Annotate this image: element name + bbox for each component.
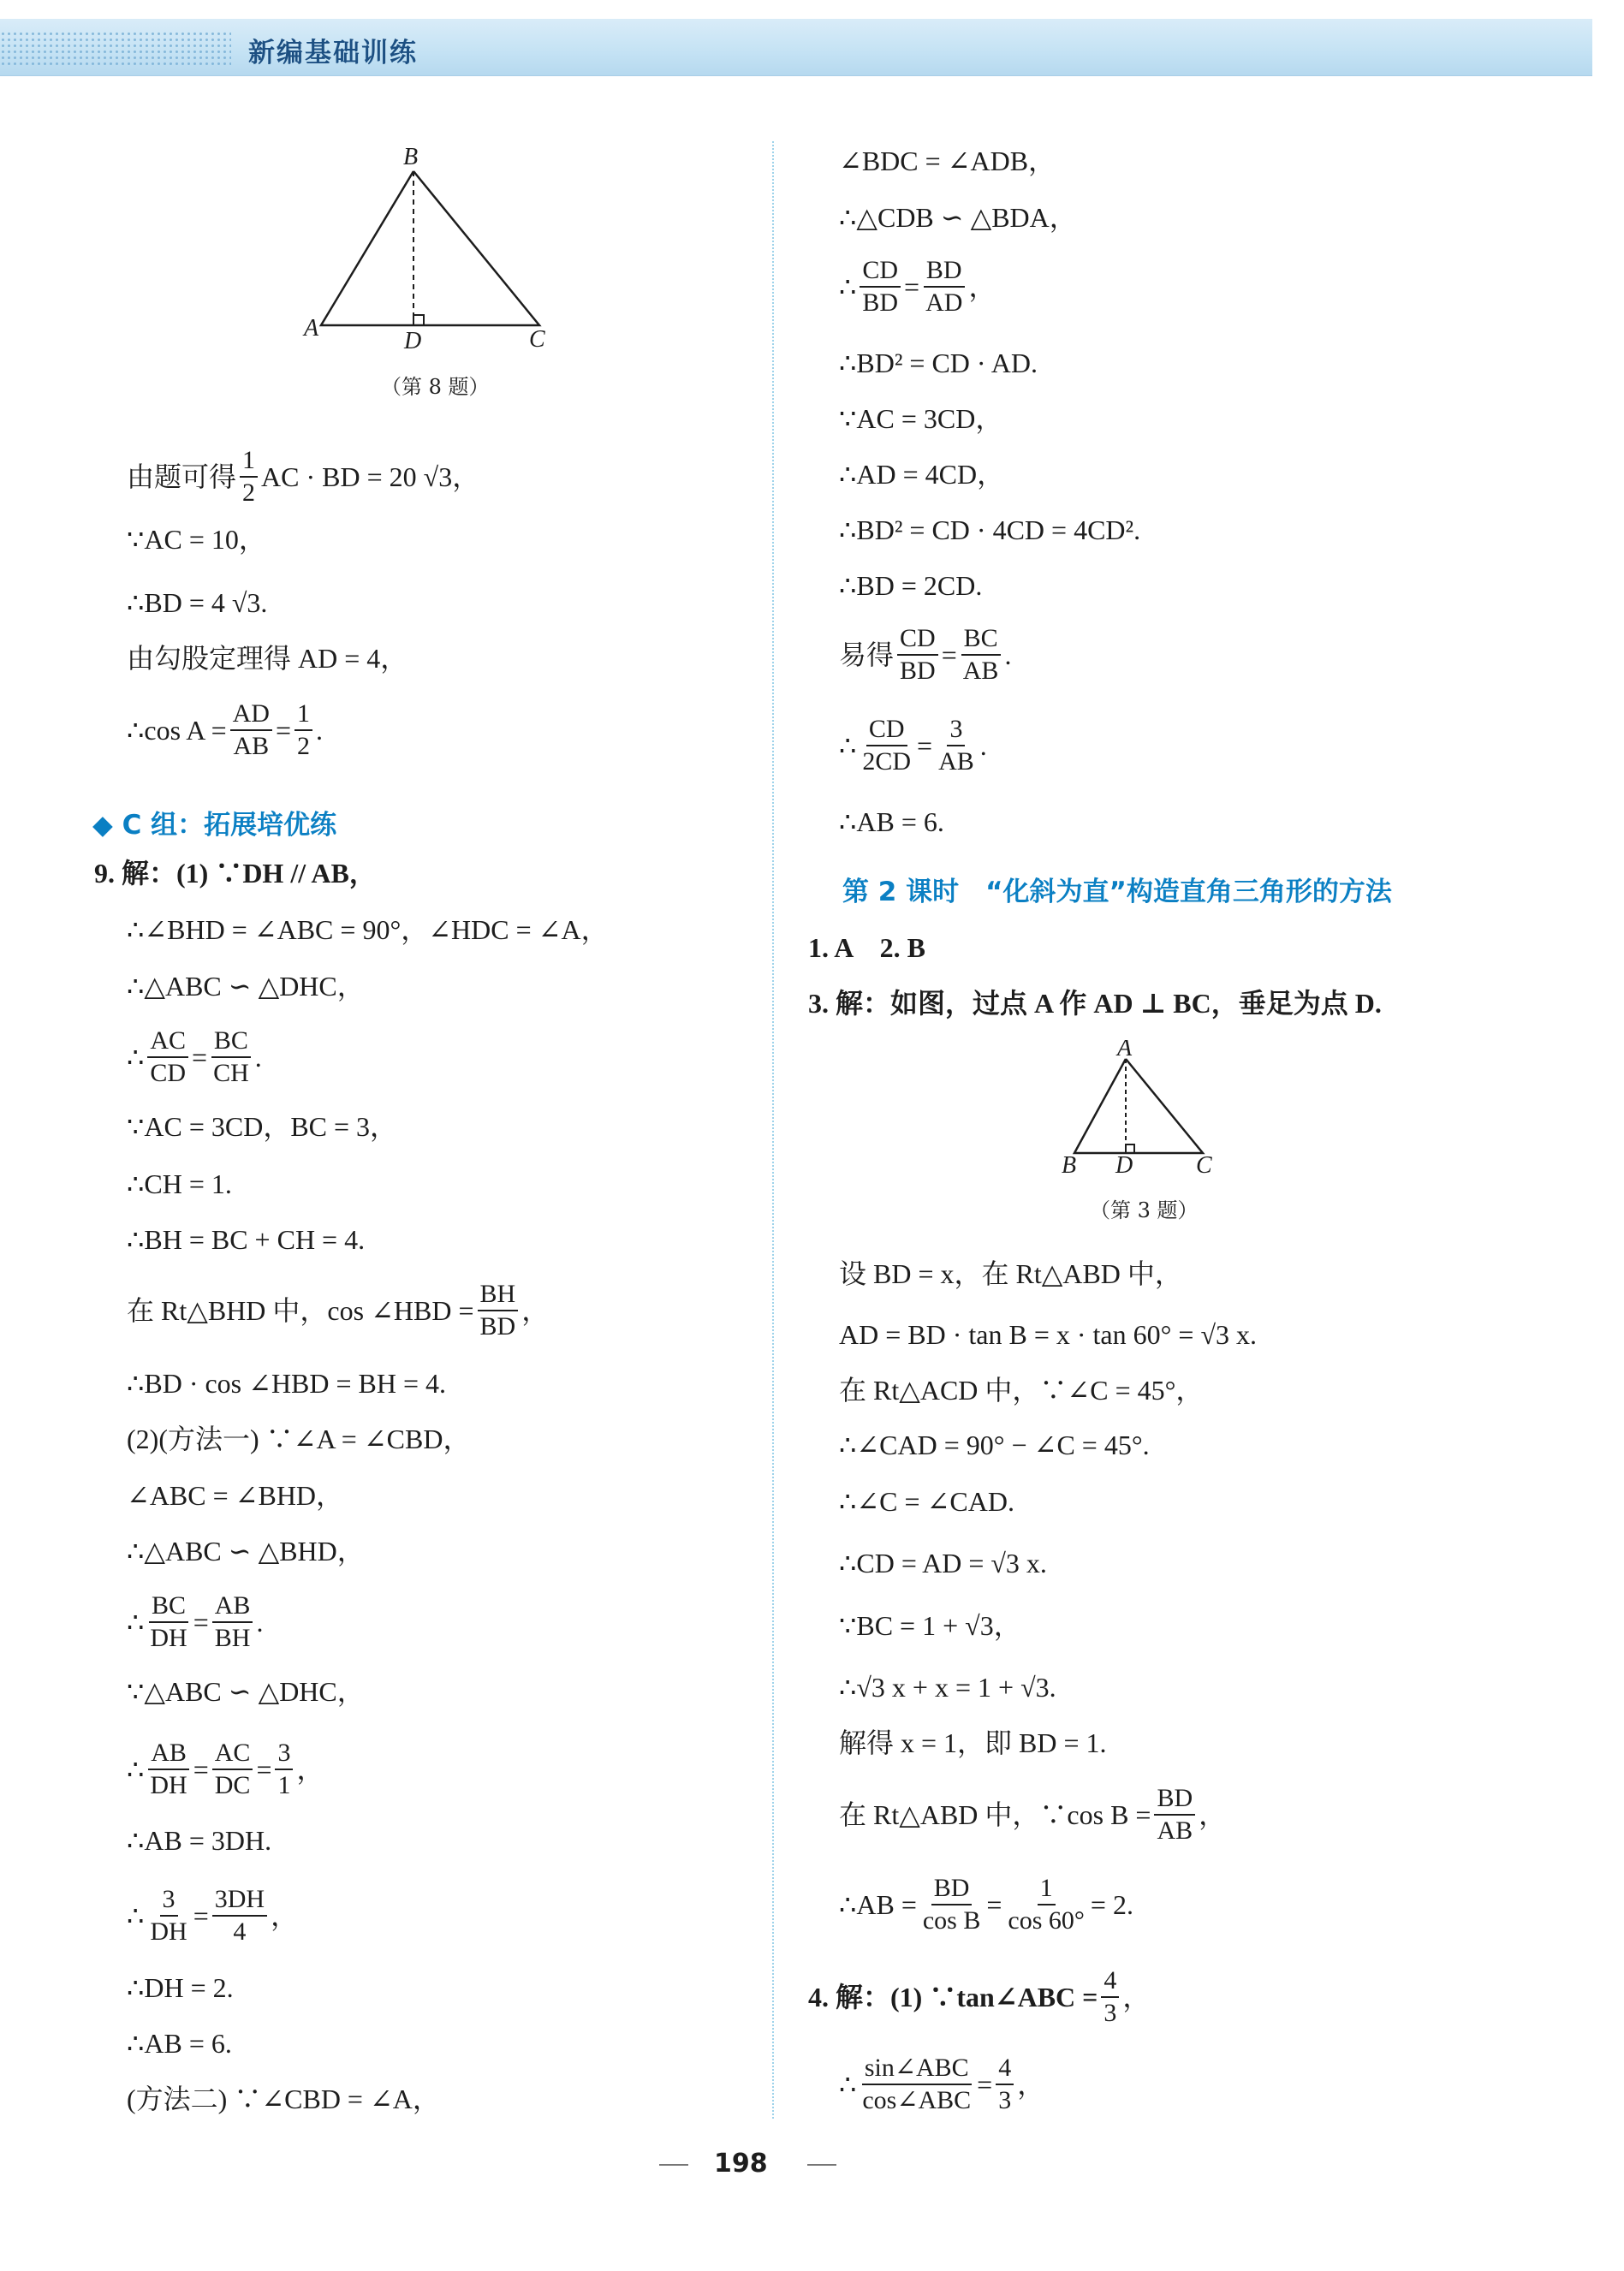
figure-8-triangle (291, 146, 574, 351)
problem-3-line-6: ∴∠C = ∠CAD. (839, 1486, 1014, 1517)
problem-9-line-19: ∴AB = 6. (127, 2028, 232, 2059)
fraction: $\frac{BC}{AB}$ (961, 625, 1002, 684)
right-line-5: ∵AC = 3CD， (839, 403, 1003, 434)
label-a: A (1117, 1040, 1133, 1061)
fraction: $\frac{BD}{AB}$ (1154, 1785, 1195, 1844)
column-divider (772, 141, 774, 2119)
fraction: $\frac{BD}{\text{cos B}}$ (922, 1874, 981, 1935)
problem-9-line-16: ∴AB = 3DH. (127, 1825, 272, 1856)
problem-9-line-18: ∴DH = 2. (127, 1972, 234, 2003)
right-line-10: ∴ $\frac{CD}{2CD}$ = $\frac{3}{AB}$ . (839, 715, 987, 776)
problem-9-line-12: ∴△ABC ∽ △BHD， (127, 1536, 365, 1567)
figure-8-caption: （第 8 题） (381, 375, 490, 399)
fraction: $\frac{BC}{DH}$ (150, 1591, 187, 1652)
problem-9-line-9: ∴BD · cos ∠HBD = BH = 4. (127, 1368, 447, 1399)
right-line-4: ∴BD² = CD · AD. (839, 348, 1038, 378)
fraction: $\frac{CD}{BD}$ (897, 625, 938, 684)
figure-3-triangle (1049, 1040, 1228, 1177)
problem-9-line-8: 在 Rt△BHD 中，cos ∠HBD = $\frac{BH}{BD}$ ， (127, 1280, 550, 1341)
left-line-4: 由勾股定理得 AD = 4， (127, 643, 408, 674)
right-line-3: ∴ $\frac{CD}{BD}$ = $\frac{BD}{AD}$ ， (839, 256, 996, 317)
problem-3-line-2: 设 BD = x，在 Rt△ABD 中， (839, 1258, 1182, 1289)
label-a: A (304, 315, 319, 342)
fraction: $\frac{\text{sin∠ABC}}{\text{cos∠ABC}}$ (862, 2054, 972, 2114)
right-line-6: ∴AD = 4CD， (839, 459, 1005, 490)
label-b: B (403, 146, 419, 170)
fraction: $\frac{4}{3}$ (996, 2054, 1014, 2113)
footer-dash-left (659, 2164, 688, 2166)
fraction: $\frac{3DH}{4}$ (212, 1886, 267, 1945)
header-banner (0, 19, 1592, 76)
problem-9-line-15: ∴ $\frac{AB}{DH}$ = $\frac{AC}{DC}$ = $\frac{3}{1}$ ， (127, 1739, 324, 1799)
problem-4-line-2: ∴ $\frac{\text{sin∠ABC}}{\text{cos∠ABC}}$ = $\frac{4}{3}$ ， (839, 2054, 1045, 2114)
problem-9-line-11: ∠ABC = ∠BHD， (127, 1480, 344, 1511)
fraction: $\frac{AD}{AB}$ (230, 700, 272, 759)
problem-3-line-11: 在 Rt△ABD 中，∵cos B = $\frac{BD}{AB}$ ， (839, 1784, 1227, 1845)
left-line-1: 由题可得 $\frac{1}{2}$ AC · BD = 20 √3， (127, 446, 480, 507)
fraction: $\frac{3}{1}$ (275, 1739, 293, 1798)
fraction: $\frac{AC}{CD}$ (147, 1027, 188, 1086)
right-line-11: ∴AB = 6. (839, 806, 944, 837)
problem-9-line-1: 9. 解：(1) ∵DH // AB， (94, 858, 377, 889)
label-d: D (1115, 1152, 1133, 1177)
problem-9-line-20: (方法二) ∵∠CBD = ∠A， (127, 2084, 440, 2114)
right-line-9: 易得 $\frac{CD}{BD}$ = $\frac{BC}{AB}$ . (839, 624, 1012, 685)
problem-3-line-9: ∴√3 x + x = 1 + √3. (839, 1672, 1056, 1703)
problem-9-line-7: ∴BH = BC + CH = 4. (127, 1224, 366, 1255)
left-line-3: ∴BD = 4 √3. (127, 587, 268, 618)
problem-9-line-13: ∴ $\frac{BC}{DH}$ = $\frac{AB}{BH}$ . (127, 1591, 264, 1652)
banner-dot-pattern (0, 31, 231, 65)
problem-3-line-5: ∴∠CAD = 90° − ∠C = 45°. (839, 1430, 1150, 1460)
label-c: C (529, 326, 545, 351)
fraction: $\frac{BH}{BD}$ (478, 1281, 519, 1340)
fraction: $\frac{3}{AB}$ (938, 715, 974, 776)
right-line-1: ∠BDC = ∠ADB， (839, 146, 1056, 176)
figure-3-caption: （第 3 题） (1090, 1198, 1199, 1222)
left-line-2: ∵AC = 10， (127, 524, 266, 555)
problem-9-line-17: ∴ $\frac{3}{DH}$ = $\frac{3DH}{4}$ ， (127, 1885, 299, 1946)
answers-line: 1. A 2. B (808, 932, 925, 963)
fraction: $\frac{4}{3}$ (1101, 1967, 1119, 2026)
fraction: $\frac{3}{DH}$ (150, 1885, 187, 1946)
problem-9-line-5: ∵AC = 3CD，BC = 3， (127, 1111, 398, 1142)
fraction: $\frac{1}{\cos 60^\circ}$ (1008, 1874, 1085, 1935)
fraction: $\frac{AB}{DH}$ (147, 1739, 189, 1798)
right-line-8: ∴BD = 2CD. (839, 570, 983, 601)
problem-9-line-4: ∴ $\frac{AC}{CD}$ = $\frac{BC}{CH}$ . (127, 1026, 262, 1087)
problem-9-line-3: ∴△ABC ∽ △DHC， (127, 971, 365, 1002)
footer-dash-right (807, 2164, 836, 2166)
fraction: $\frac{CD}{2CD}$ (862, 715, 912, 776)
label-d: D (404, 328, 422, 351)
fraction: $\frac{AC}{DC}$ (212, 1739, 253, 1798)
problem-3-line-3: AD = BD · tan B = x · tan 60° = √3 x. (839, 1319, 1258, 1350)
fraction: $\frac{BD}{AD}$ (923, 257, 965, 316)
problem-3-line-8: ∵BC = 1 + √3， (839, 1610, 1021, 1641)
label-c: C (1196, 1152, 1212, 1177)
label-b: B (1062, 1152, 1077, 1177)
problem-9-line-10: (2)(方法一) ∵∠A = ∠CBD， (127, 1424, 471, 1454)
fraction: $\frac{CD}{BD}$ (860, 257, 901, 316)
problem-3-line-10: 解得 x = 1，即 BD = 1. (839, 1727, 1107, 1758)
left-line-5: ∴cos A = $\frac{AD}{AB}$ = $\frac{1}{2}$ . (127, 699, 324, 760)
problem-9-line-6: ∴CH = 1. (127, 1168, 232, 1199)
section-c-heading: ◆ C 组：拓展培优练 (92, 810, 337, 841)
problem-3-line-7: ∴CD = AD = √3 x. (839, 1548, 1047, 1578)
fraction: $\frac{1}{2}$ (240, 447, 258, 506)
problem-9-line-14: ∵△ABC ∽ △DHC， (127, 1676, 365, 1707)
page-number: 198 (714, 2149, 768, 2179)
problem-3-line-1: 3. 解：如图，过点 A 作 AD ⊥ BC，垂足为点 D. (808, 988, 1382, 1019)
lesson-2-heading: 第 2 课时 “化斜为直”构造直角三角形的方法 (842, 877, 1392, 907)
right-line-7: ∴BD² = CD · 4CD = 4CD². (839, 514, 1141, 545)
problem-3-line-12: ∴AB = $\frac{BD}{\text{cos B}}$ = $\frac{1}{\cos 60^\circ}$ = 2. (839, 1874, 1133, 1935)
fraction: $\frac{BC}{CH}$ (211, 1027, 252, 1086)
problem-4-line-1: 4. 解：(1) ∵tan∠ABC = $\frac{4}{3}$ ， (808, 1966, 1151, 2027)
fraction: $\frac{1}{2}$ (294, 700, 312, 759)
header-title: 新编基础训练 (248, 38, 418, 68)
problem-9-line-2: ∴∠BHD = ∠ABC = 90°，∠HDC = ∠A， (127, 914, 609, 945)
right-line-2: ∴△CDB ∽ △BDA， (839, 202, 1077, 233)
problem-3-line-4: 在 Rt△ACD 中，∵∠C = 45°， (839, 1375, 1204, 1406)
fraction: $\frac{AB}{BH}$ (212, 1592, 253, 1651)
